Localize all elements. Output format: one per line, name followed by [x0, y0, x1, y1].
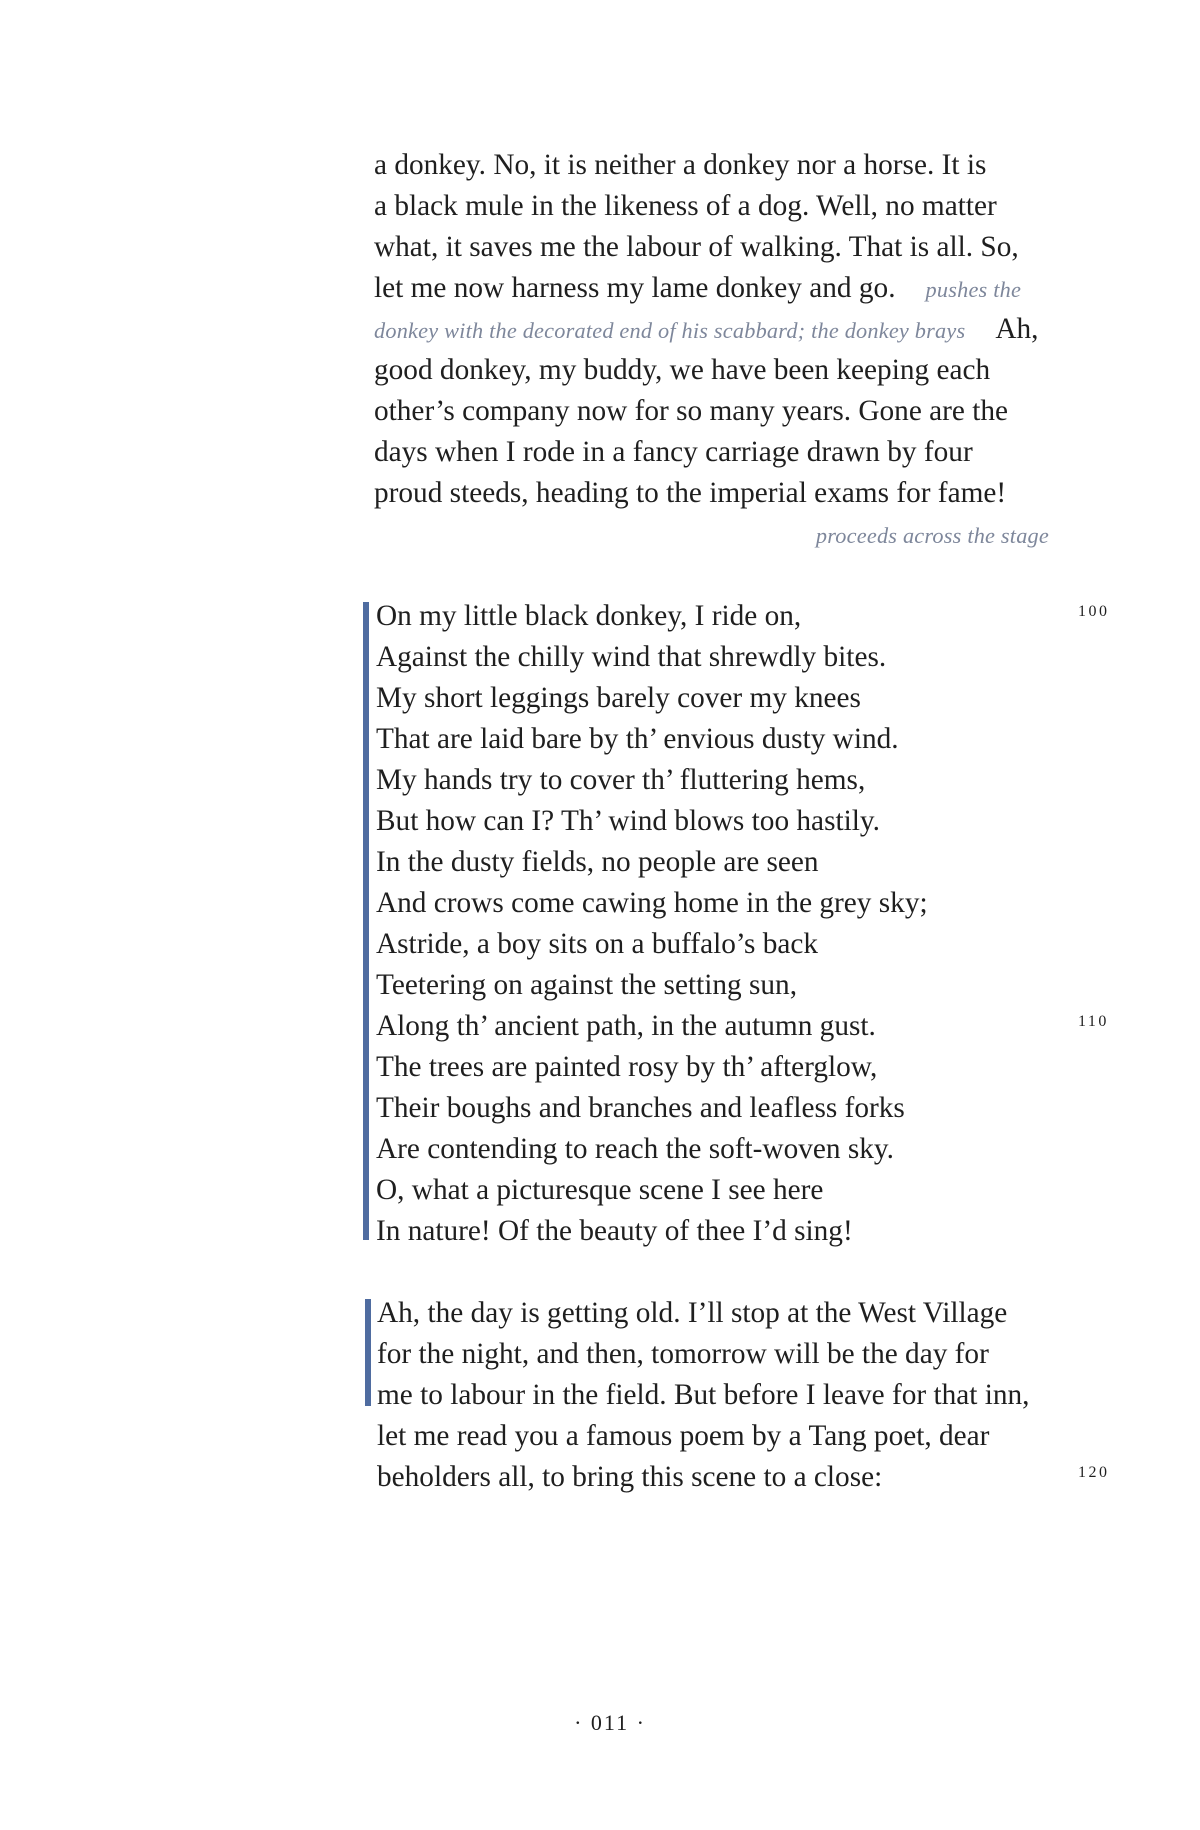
poem-line: My short leggings barely cover my knees [376, 682, 861, 714]
passage-1 [374, 145, 1049, 555]
prose-text: proud steeds, heading to the imperial exams for fame! [374, 477, 1007, 509]
poem-line: Against the chilly wind that shrewdly bites. [376, 641, 887, 673]
prose-line [374, 309, 1049, 350]
stage-direction: pushes the [925, 277, 1022, 302]
prose-line: beholders all, to bring this scene to a close: [377, 1461, 883, 1493]
prose-line: Ah, the day is getting old. I’ll stop at the West Village [377, 1297, 1008, 1329]
prose-text: Ah, [995, 313, 1039, 345]
prose-text: let me now harness my lame donkey and go. [374, 272, 896, 304]
poem-line: Are contending to reach the soft-woven sky. [376, 1133, 894, 1165]
poem-line: O, what a picturesque scene I see here [376, 1174, 824, 1206]
prose-line [374, 473, 1049, 514]
prose-line [374, 145, 1049, 186]
line-number: 100 [1078, 603, 1110, 620]
poem-line: My hands try to cover th’ fluttering hems, [376, 764, 866, 796]
margin-bar [363, 602, 369, 1240]
prose-text: a black mule in the likeness of a dog. Well, no matter [374, 190, 997, 222]
page-number: · 011 · [574, 1710, 646, 1735]
prose-text: good donkey, my buddy, we have been keeping each [374, 354, 991, 386]
poem-line: Teetering on against the setting sun, [376, 969, 798, 1001]
prose-text: other’s company now for so many years. Gone are the [374, 395, 1009, 427]
stage-direction-line [374, 514, 1049, 555]
poem-line: On my little black donkey, I ride on, [376, 600, 802, 632]
prose-text: a donkey. No, it is neither a donkey nor a horse. It is [374, 149, 987, 181]
prose-line: me to labour in the field. But before I leave for that inn, [377, 1379, 1030, 1411]
prose-line: for the night, and then, tomorrow will be the day for [377, 1338, 989, 1370]
poem [376, 596, 928, 1252]
line-number: 120 [1078, 1464, 1110, 1481]
prose-line [374, 391, 1049, 432]
margin-bar [365, 1299, 371, 1406]
poem-line: The trees are painted rosy by th’ afterglow, [376, 1051, 878, 1083]
passage-2 [377, 1293, 1029, 1498]
poem-line: In the dusty fields, no people are seen [376, 846, 819, 878]
prose-line [374, 350, 1049, 391]
poem-line: That are laid bare by th’ envious dusty wind. [376, 723, 899, 755]
prose-line: let me read you a famous poem by a Tang poet, dear [377, 1420, 990, 1452]
stage-direction: proceeds across the stage [815, 523, 1049, 548]
poem-line: Astride, a boy sits on a buffalo’s back [376, 928, 819, 960]
line-number: 110 [1078, 1013, 1109, 1030]
stage-direction: donkey with the decorated end of his scabbard; the donkey brays [374, 318, 966, 343]
prose-line [374, 186, 1049, 227]
poem-line: Along th’ ancient path, in the autumn gust. [376, 1010, 876, 1042]
prose-line [374, 227, 1049, 268]
prose-text: what, it saves me the labour of walking. That is all. So, [374, 231, 1019, 263]
poem-line: But how can I? Th’ wind blows too hastily. [376, 805, 880, 837]
prose-text: days when I rode in a fancy carriage drawn by four [374, 436, 973, 468]
poem-line: Their boughs and branches and leafless forks [376, 1092, 905, 1124]
poem-line: In nature! Of the beauty of thee I’d sing! [376, 1215, 853, 1247]
poem-line: And crows come cawing home in the grey sky; [376, 887, 928, 919]
prose-line [374, 268, 1049, 309]
prose-line [374, 432, 1049, 473]
